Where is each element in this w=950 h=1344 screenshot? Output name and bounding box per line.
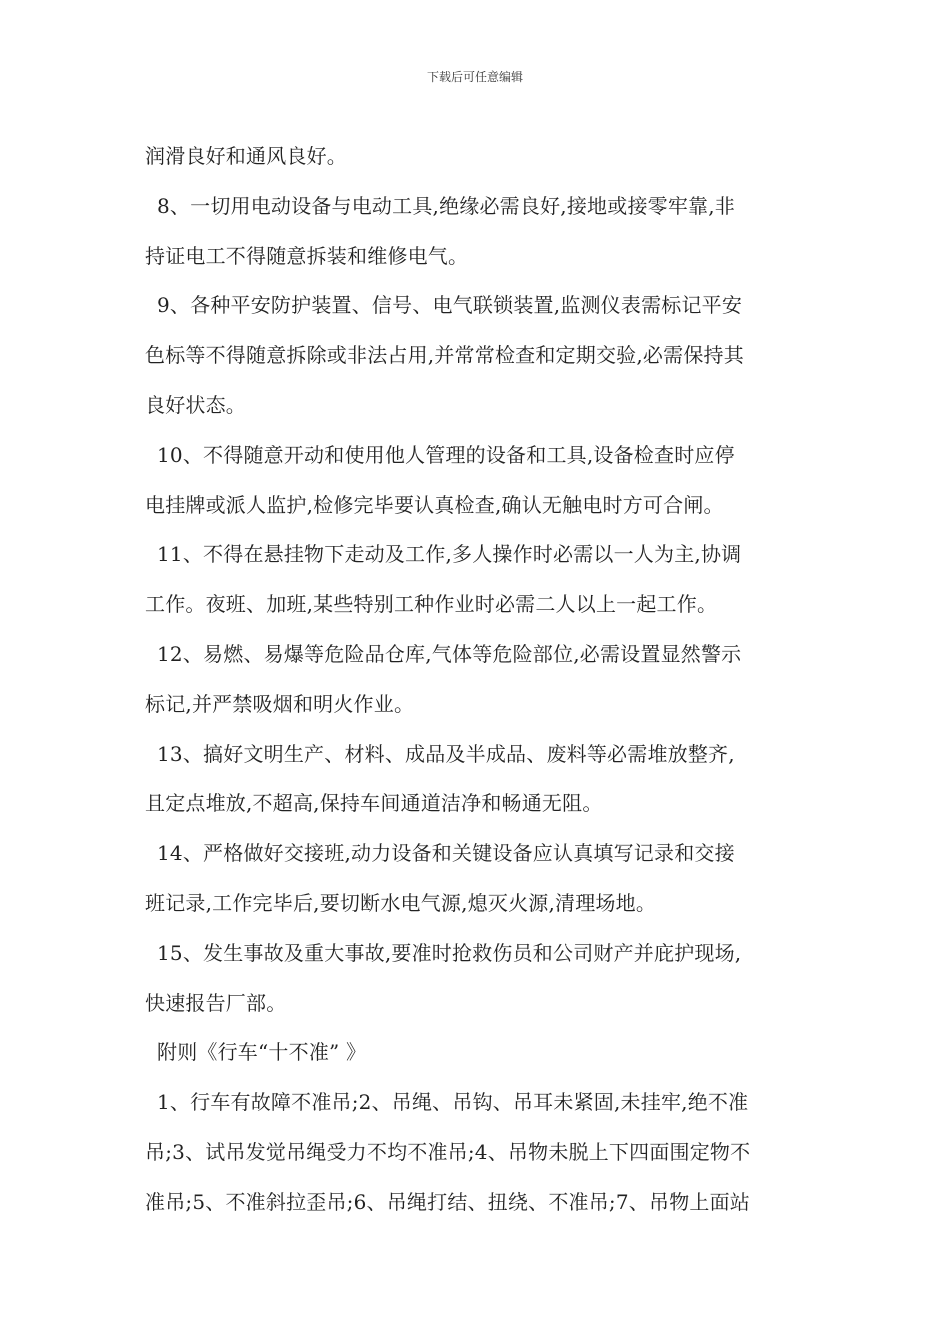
text-line: 8、一切用电动设备与电动工具,绝缘必需良好,接地或接零牢靠,非 (157, 193, 735, 218)
text-line: 工作。夜班、加班,某些特别工种作业时必需二人以上一起工作。 (145, 592, 718, 617)
text-line: 14、严格做好交接班,动力设备和关键设备应认真填写记录和交接 (157, 841, 735, 866)
text-line: 电挂牌或派人监护,检修完毕要认真检查,确认无触电时方可合闸。 (145, 492, 724, 517)
text-line: 班记录,工作完毕后,要切断水电气源,熄灭火源,清理场地。 (145, 890, 657, 915)
document-body (145, 132, 815, 1228)
page-header: 下载后可任意编辑 (426, 70, 523, 84)
text-line: 附则《行车“十不准” 》 (157, 1040, 367, 1065)
text-line: 持证电工不得随意拆装和维修电气。 (145, 243, 469, 268)
text-line: 标记,并严禁吸烟和明火作业。 (145, 691, 415, 716)
text-line: 且定点堆放,不超高,保持车间通道洁净和畅通无阻。 (145, 791, 603, 816)
text-line: 润滑良好和通风良好。 (145, 144, 347, 168)
text-line: 1、行车有故障不准吊;2、吊绳、吊钩、吊耳未紧固,未挂牢,绝不准 (157, 1090, 749, 1115)
text-line: 吊;3、试吊发觉吊绳受力不均不准吊;4、吊物未脱上下四面围定物不 (145, 1139, 751, 1164)
text-line: 15、发生事故及重大事故,要准时抢救伤员和公司财产并庇护现场, (157, 940, 742, 965)
text-line: 良好状态。 (145, 392, 246, 417)
text-line: 13、搞好文明生产、材料、成品及半成品、废料等必需堆放整齐, (157, 741, 735, 766)
text-line: 10、不得随意开动和使用他人管理的设备和工具,设备检查时应停 (157, 442, 735, 467)
text-line: 准吊;5、不准斜拉歪吊;6、吊绳打结、扭绕、不准吊;7、吊物上面站 (145, 1189, 750, 1214)
text-line: 11、不得在悬挂物下走动及工作,多人操作时必需以一人为主,协调 (157, 542, 742, 567)
text-line: 12、易燃、易爆等危险品仓库,气体等危险部位,必需设置显然警示 (157, 641, 742, 666)
text-line: 快速报告厂部。 (145, 990, 287, 1015)
text-line: 9、各种平安防护装置、信号、电气联锁装置,监测仪表需标记平安 (157, 293, 743, 318)
text-line: 色标等不得随意拆除或非法占用,并常常检查和定期交验,必需保持其 (145, 343, 744, 368)
